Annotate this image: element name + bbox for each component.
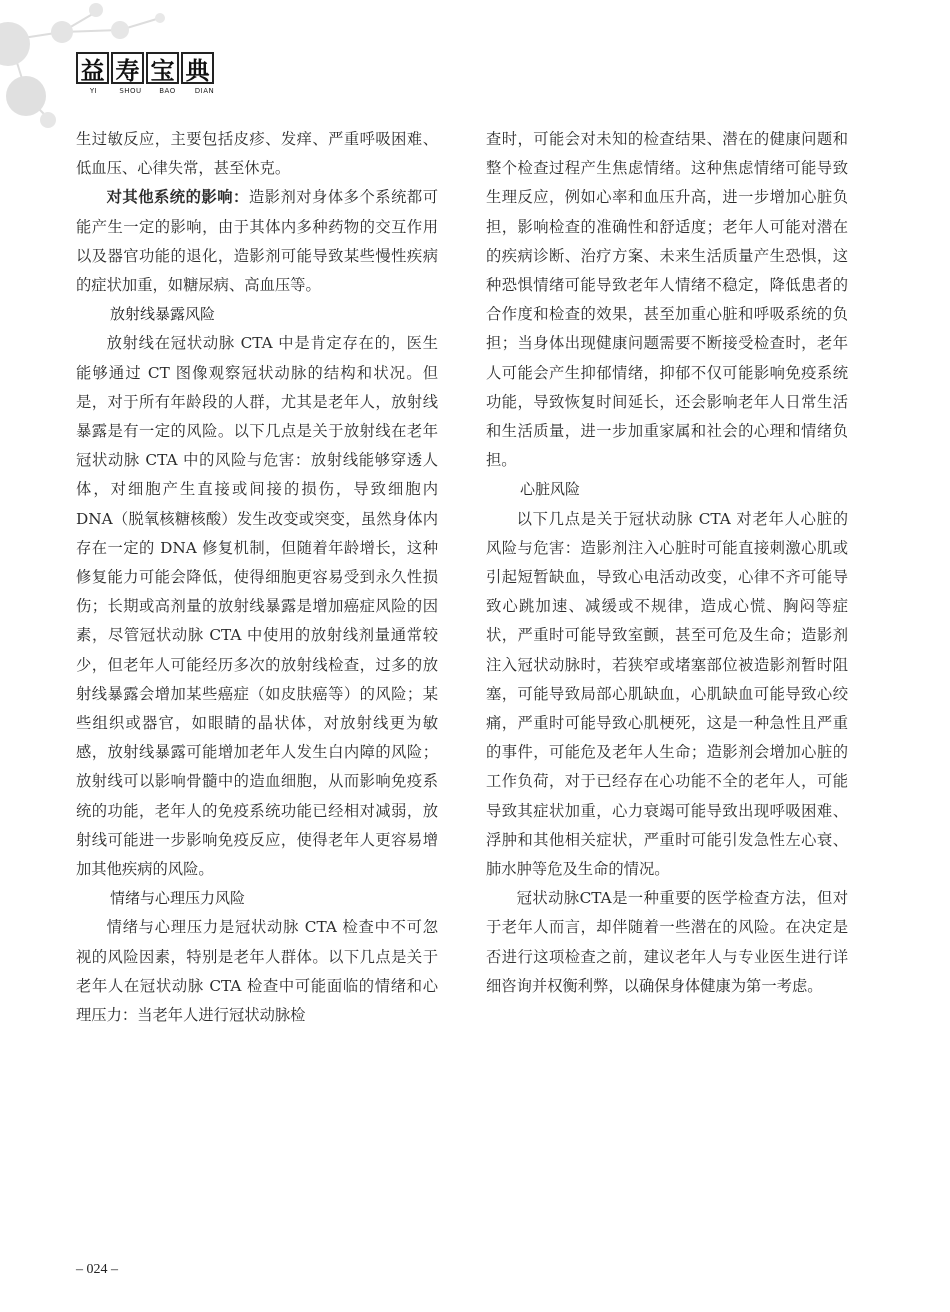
paragraph	[76, 183, 438, 300]
brand-char: 益	[76, 52, 109, 84]
paragraph: 以下几点是关于冠状动脉 CTA 对老年人心脏的风险与危害：造影剂注入心脏时可能直接刺激心肌或引起短暂缺血，导致心电活动改变，心律不齐可能导致心跳加速、减缓或不规律，造成心慌、胸闷等症状，严重时可能导致室颤，甚至可危及生命；造影剂注入冠状动脉时，若狭窄或堵塞部位被造影剂暂时阻塞，可能导致局部心肌缺血，心肌缺血可能导致心绞痛，严重时可能导致心肌梗死，这是一种急性且严重的事件，可能危及老年人生命；造影剂会增加心脏的工作负荷，对于已经存在心功能不全的老年人，可能导致其症状加重，心力衰竭可能导致出现呼吸困难、浮肿和其他相关症状，严重时可能引发急性左心衰、肺水肿等危及生命的情况。	[486, 509, 848, 879]
section-heading-radiation: 放射线暴露风险	[110, 305, 216, 324]
paragraph: 查时，可能会对未知的检查结果、潜在的健康问题和整个检查过程产生焦虑情绪。这种焦虑情绪可能导致生理反应，例如心率和血压升高，进一步增加心脏负担，影响检查的准确性和舒适度；老年人可能对潜在的疾病诊断、治疗方案、未来生活质量产生恐惧，这种恐惧情绪可能导致老年人情绪不稳定，降低患者的合作度和检查的效果，甚至加重心脏和呼吸系统的负担；当身体出现健康问题需要不断接受检查时，老年人可能会产生抑郁情绪，抑郁不仅可能影响免疫系统功能，导致恢复时间延长，还会影响老年人日常生活和生活质量，进一步加重家属和社会的心理和情绪负担。	[486, 130, 848, 470]
section-heading-heart: 心脏风险	[520, 480, 581, 499]
brand-pinyin: DIAN	[194, 87, 215, 95]
paragraph: 情绪与心理压力是冠状动脉 CTA 检查中不可忽视的风险因素，特别是老年人群体。以下几点是关于老年人在冠状动脉 CTA 检查中可能面临的情绪和心理压力：当老年人进行冠状动脉检	[76, 918, 438, 1025]
brand-char: 寿	[111, 52, 144, 84]
paragraph: 冠状动脉CTA是一种重要的医学检查方法，但对于老年人而言，却伴随着一些潜在的风险。在决定是否进行这项检查之前，建议老年人与专业医生进行详细咨询并权衡利弊，以确保身体健康为第一考虑。	[486, 889, 848, 995]
paragraph: 放射线在冠状动脉 CTA 中是肯定存在的，医生能够通过 CT 图像观察冠状动脉的结构和状况。但是，对于所有年龄段的人群，尤其是老年人，放射线暴露是有一定的风险。以下几点是关于放射线在老年冠状动脉 CTA 中的风险与危害：放射线能够穿透人体，对细胞产生直接或间接的损伤，导致细胞内 DNA（脱氧核糖核酸）发生改变或突变，虽然身体内存在一定的 DNA 修复机制，但随着年龄增长，这种修复能力可能会降低，使得细胞更容易受到永久性损伤；长期或高剂量的放射线暴露是增加癌症风险的因素，尽管冠状动脉 CTA 中使用的放射线剂量通常较少，但老年人可能经历多次的放射线检查，过多的放射线暴露会增加某些癌症（如皮肤癌等）的风险；某些组织或器官，如眼睛的晶状体，对放射线更为敏感，放射线暴露可能增加老年人发生白内障的风险；放射线可以影响骨髓中的造血细胞，从而影响免疫系统的功能，老年人的免疫系统功能已经相对减弱，放射线可能进一步影响免疫反应，使得老年人更容易增加其他疾病的风险。	[76, 334, 438, 879]
brand-logo	[76, 52, 226, 102]
page-number: – 024 –	[76, 1262, 118, 1277]
brand-pinyin: BAO	[159, 87, 176, 95]
section-heading-emotion: 情绪与心理压力风险	[110, 889, 246, 908]
brand-pinyin: YI	[89, 87, 98, 95]
paragraph-body: 造影剂对身体多个系统都可能产生一定的影响，由于其体内多种药物的交互作用以及器官功能的退化，造影剂可能导致某些慢性疾病的症状加重，如糖尿病、高血压等。	[76, 188, 438, 295]
brand-char: 宝	[146, 52, 179, 84]
left-column	[76, 125, 438, 1030]
paragraph-lead: 对其他系统的影响：	[106, 188, 249, 207]
brand-pinyin: SHOU	[119, 87, 142, 95]
paragraph: 生过敏反应，主要包括皮疹、发痒、严重呼吸困难、低血压、心律失常，甚至休克。	[76, 130, 438, 178]
brand-char: 典	[181, 52, 214, 84]
right-column	[486, 125, 848, 1001]
